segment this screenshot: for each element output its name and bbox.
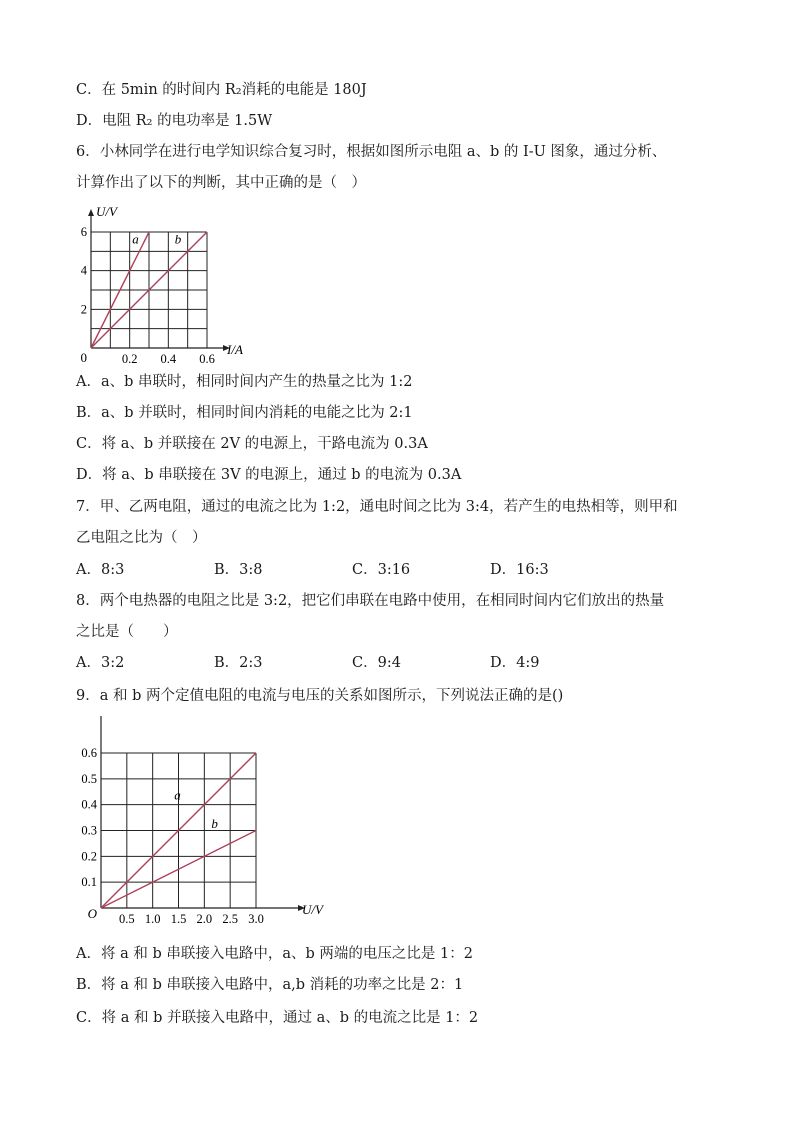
x-tick-label: 2.5 [222, 912, 238, 926]
question-8-option-c: C．9:4 [352, 655, 401, 671]
question-8-option-a: A．3:2 [76, 655, 125, 671]
y-tick-label: 0.2 [81, 849, 97, 864]
option-c-prev: C．在 5min 的时间内 R₂消耗的电能是 180J [76, 82, 367, 98]
question-8-option-d: D．4:9 [490, 655, 540, 671]
y-tick-label: 0.5 [81, 771, 97, 786]
question-7-option-a: A．8:3 [76, 562, 125, 578]
origin-label: 0 [80, 350, 87, 365]
option-d-prev: D．电阻 R₂ 的电功率是 1.5W [76, 113, 273, 129]
question-6-option-a: A．a、b 串联时，相同时间内产生的热量之比为 1:2 [76, 374, 413, 390]
y-axis-arrow [88, 209, 94, 216]
question-8-stem-line1: 8．两个电热器的电阻之比是 3:2，把它们串联在电路中使用，在相同时间内它们放出的热量 [76, 593, 665, 609]
chart-q9-iu-graph [74, 716, 324, 936]
y-tick-label: 6 [80, 225, 87, 239]
question-9-option-b: B．将 a 和 b 串联接入电路中，a,b 消耗的功率之比是 2：1 [76, 977, 464, 993]
question-6-stem-line2: 计算作出了以下的判断，其中正确的是（ ） [76, 175, 366, 191]
y-tick-label: 0.4 [81, 797, 97, 812]
question-7-option-b: B．3:8 [214, 562, 263, 578]
question-9-option-c: C．将 a 和 b 并联接入电路中，通过 a、b 的电流之比是 1：2 [76, 1010, 479, 1026]
x-tick-label: 3.0 [248, 912, 264, 926]
question-7-stem-line2: 乙电阻之比为（ ） [76, 530, 207, 546]
x-tick-label: 0.5 [119, 912, 135, 926]
question-6-option-d: D．将 a、b 串联接在 3V 的电源上，通过 b 的电流为 0.3A [76, 467, 462, 483]
chart-q6-iu-graph [78, 198, 248, 368]
question-6-option-c: C．将 a、b 并联接在 2V 的电源上，干路电流为 0.3A [76, 436, 428, 452]
x-tick-label: 0.2 [121, 352, 138, 366]
y-axis-label: U/V [96, 204, 117, 219]
question-8-options [76, 653, 636, 673]
x-axis-label: I/A [227, 342, 243, 357]
x-tick-label: 0.4 [160, 352, 177, 366]
series-label-a: a [174, 787, 181, 803]
origin-label: O [87, 906, 97, 921]
series-label-a: a [132, 231, 139, 247]
y-tick-label: 0.3 [81, 823, 97, 838]
question-7-options [76, 560, 636, 580]
series-label-b: b [174, 231, 182, 247]
question-9-option-a: A．将 a 和 b 串联接入电路中，a、b 两端的电压之比是 1：2 [76, 946, 473, 962]
question-7-stem-line1: 7．甲、乙两电阻，通过的电流之比为 1:2，通电时间之比为 3:4，若产生的电热相等，则甲和 [76, 499, 678, 515]
y-tick-label: 0.6 [81, 746, 97, 760]
y-tick-label: 2 [80, 302, 87, 317]
series-label-b: b [211, 815, 218, 831]
y-tick-label: 0.1 [81, 875, 97, 890]
question-8-stem-line2: 之比是（ ） [76, 624, 178, 640]
question-9-stem: 9．a 和 b 两个定值电阻的电流与电压的关系如图所示，下列说法正确的是() [76, 688, 564, 704]
x-tick-label: 1.0 [144, 912, 161, 926]
question-6-stem-line1: 6．小林同学在进行电学知识综合复习时，根据如图所示电阻 a、b 的 I-U 图象，通过分析、 [76, 144, 667, 160]
x-axis-label: U/V [302, 902, 323, 917]
question-6-option-b: B．a、b 并联时，相同时间内消耗的电能之比为 2:1 [76, 405, 413, 421]
question-8-option-b: B．2:3 [214, 655, 263, 671]
y-tick-label: 4 [80, 263, 87, 278]
x-tick-label: 0.6 [199, 352, 215, 366]
question-7-option-d: D．16:3 [490, 562, 549, 578]
x-tick-label: 2.0 [196, 912, 213, 926]
question-7-option-c: C．3:16 [352, 562, 411, 578]
x-tick-label: 1.5 [170, 912, 187, 926]
